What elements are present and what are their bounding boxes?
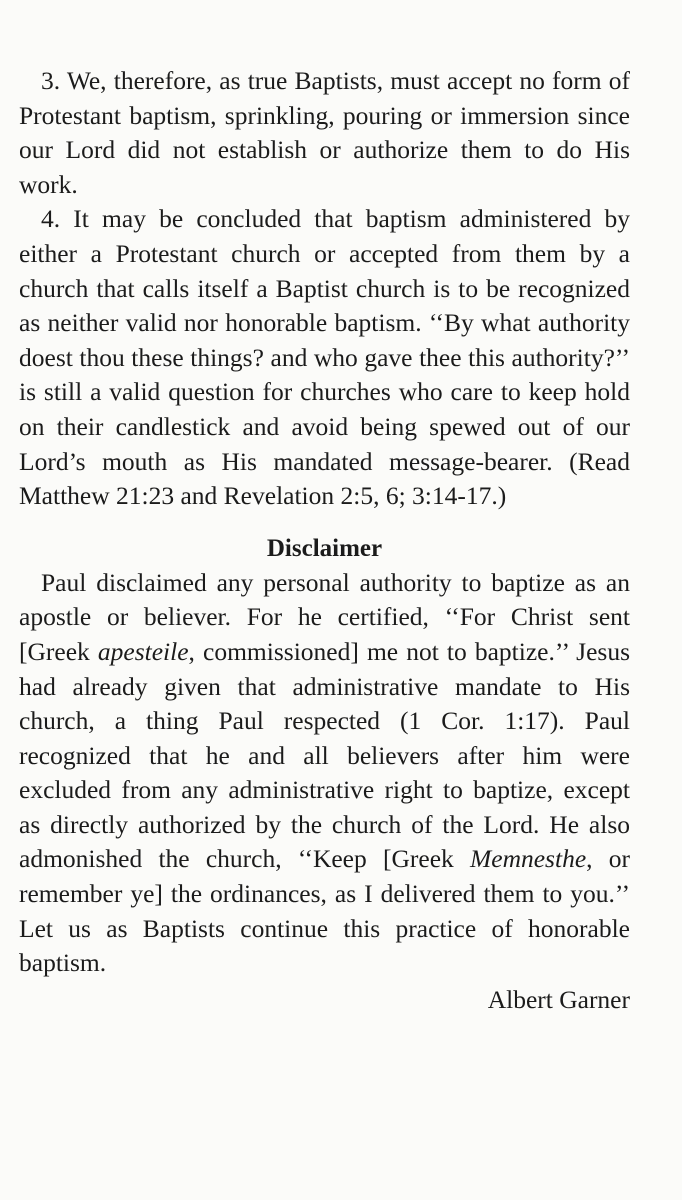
author-signature: Albert Garner [487, 984, 630, 1014]
paragraph-point-3: 3. We, therefore, as true Baptists, must accept no form of Protestant baptism, sprinkling, pouring or immersion since our Lord did not establish or authorize them to do His work. [19, 66, 630, 199]
greek-term-apesteile: apesteile [97, 636, 189, 666]
disclaimer-text-1: Paul disclaimed any personal authority to baptize as an apostle or believer. For he certified, ‘‘For Christ sent [Greek [19, 567, 630, 666]
greek-term-memnesthe: Memnesthe [470, 844, 587, 874]
disclaimer-paragraph [19, 566, 630, 981]
paragraph-point-4: 4. It may be concluded that baptism administered by either a Protestant church or accepted from them by a church that calls itself a Baptist church is to be recognized as neither valid nor honorable baptism. ‘‘By what authority doest thou these things? and who gave thee this authority?’’ is still a valid question for churches who care to keep hold on their candlestick and avoid being spewed out of our Lord’s mouth as His mandated message-bearer. (Read Matthew 21:23 and Revelation 2:5, 6; 3:14-17.) [19, 204, 630, 511]
disclaimer-text-2: , commissioned] me not to baptize.’’ Jesus had already given that administrative mandate to His church, a thing Paul respected (1 Cor. 1:17). Paul recognized that he and all believers after him were excluded from any administrative right to baptize, except as directly authorized by the church of the Lord. He also admonished the church, ‘‘Keep [Greek [19, 636, 630, 874]
disclaimer-text-3: , or remember ye] the ordinances, as I delivered them to you.’’ Let us as Baptists continue this practice of honorable baptism. [19, 844, 630, 978]
disclaimer-heading: Disclaimer [266, 534, 383, 562]
